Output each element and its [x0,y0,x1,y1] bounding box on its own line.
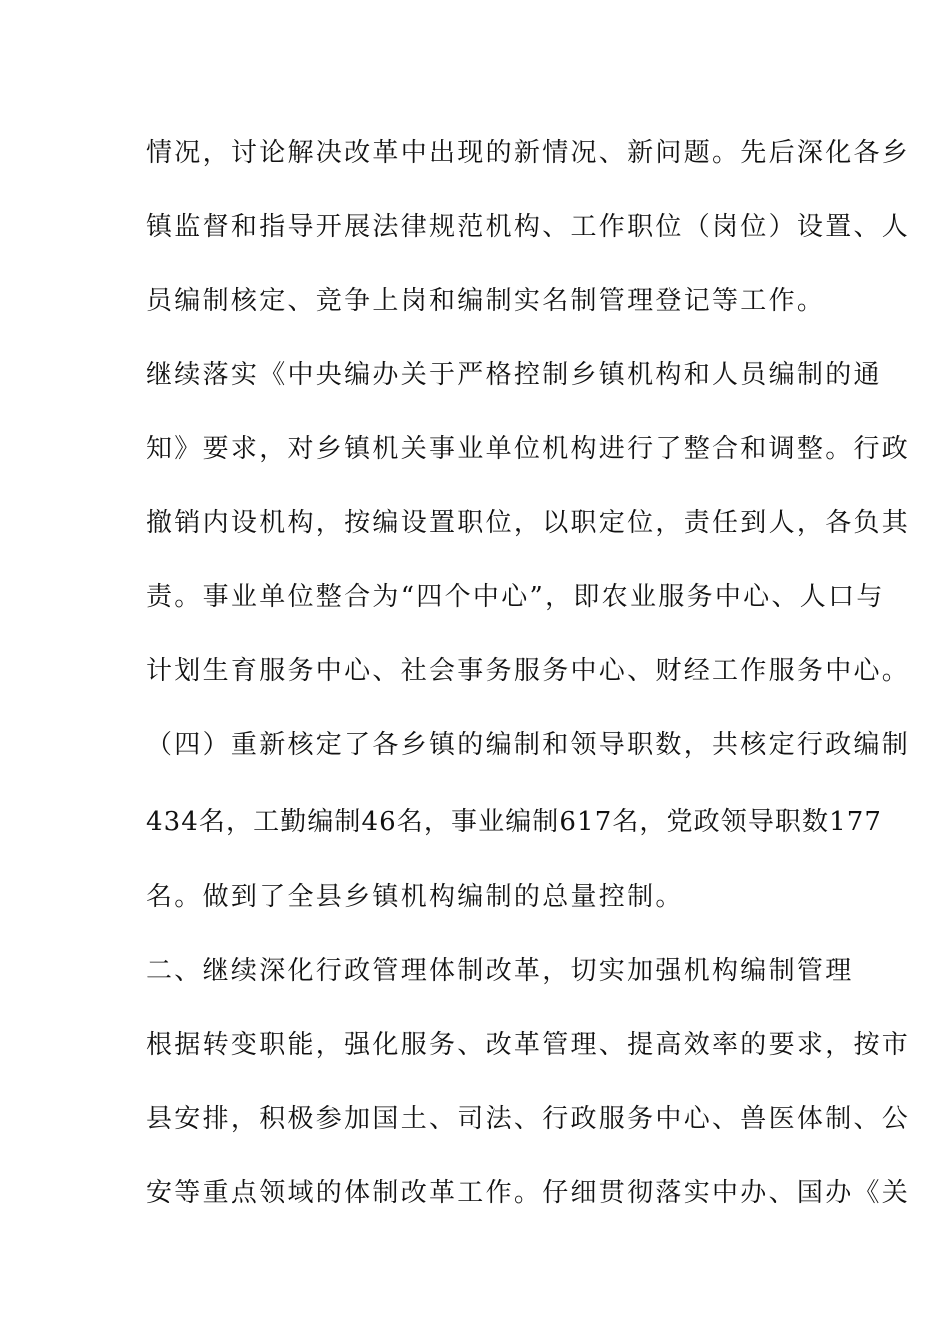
text-line: 知》要求，对乡镇机关事业单位机构进行了整合和调整。行政 [146,434,911,464]
text-line: 继续落实《中央编办关于严格控制乡镇机构和人员编制的通 [146,360,882,390]
text-line: 根据转变职能，强化服务、改革管理、提高效率的要求，按市 [146,1030,911,1060]
text-line: 434名，工勤编制46名，事业编制617名，党政领导职数177 [146,807,883,837]
section-heading: 二、继续深化行政管理体制改革，切实加强机构编制管理 [146,956,854,986]
text-line: 安等重点领域的体制改革工作。仔细贯彻落实中办、国办《关 [146,1178,911,1208]
text-line: 员编制核定、竞争上岗和编制实名制管理登记等工作。 [146,286,826,316]
text-line: 镇监督和指导开展法律规范机构、工作职位（岗位）设置、人 [146,212,911,242]
text-line: 情况，讨论解决改革中出现的新情况、新问题。先后深化各乡 [146,138,911,168]
text-line: 县安排，积极参加国土、司法、行政服务中心、兽医体制、公 [146,1104,911,1134]
text-line: （四）重新核定了各乡镇的编制和领导职数，共核定行政编制 [146,730,911,760]
text-line: 计划生育服务中心、社会事务服务中心、财经工作服务中心。 [146,656,911,686]
text-line: 名。做到了全县乡镇机构编制的总量控制。 [146,882,684,912]
text-line: 责。事业单位整合为“四个中心”，即农业服务中心、人口与 [146,582,885,612]
text-line: 撤销内设机构，按编设置职位，以职定位，责任到人，各负其 [146,508,911,538]
